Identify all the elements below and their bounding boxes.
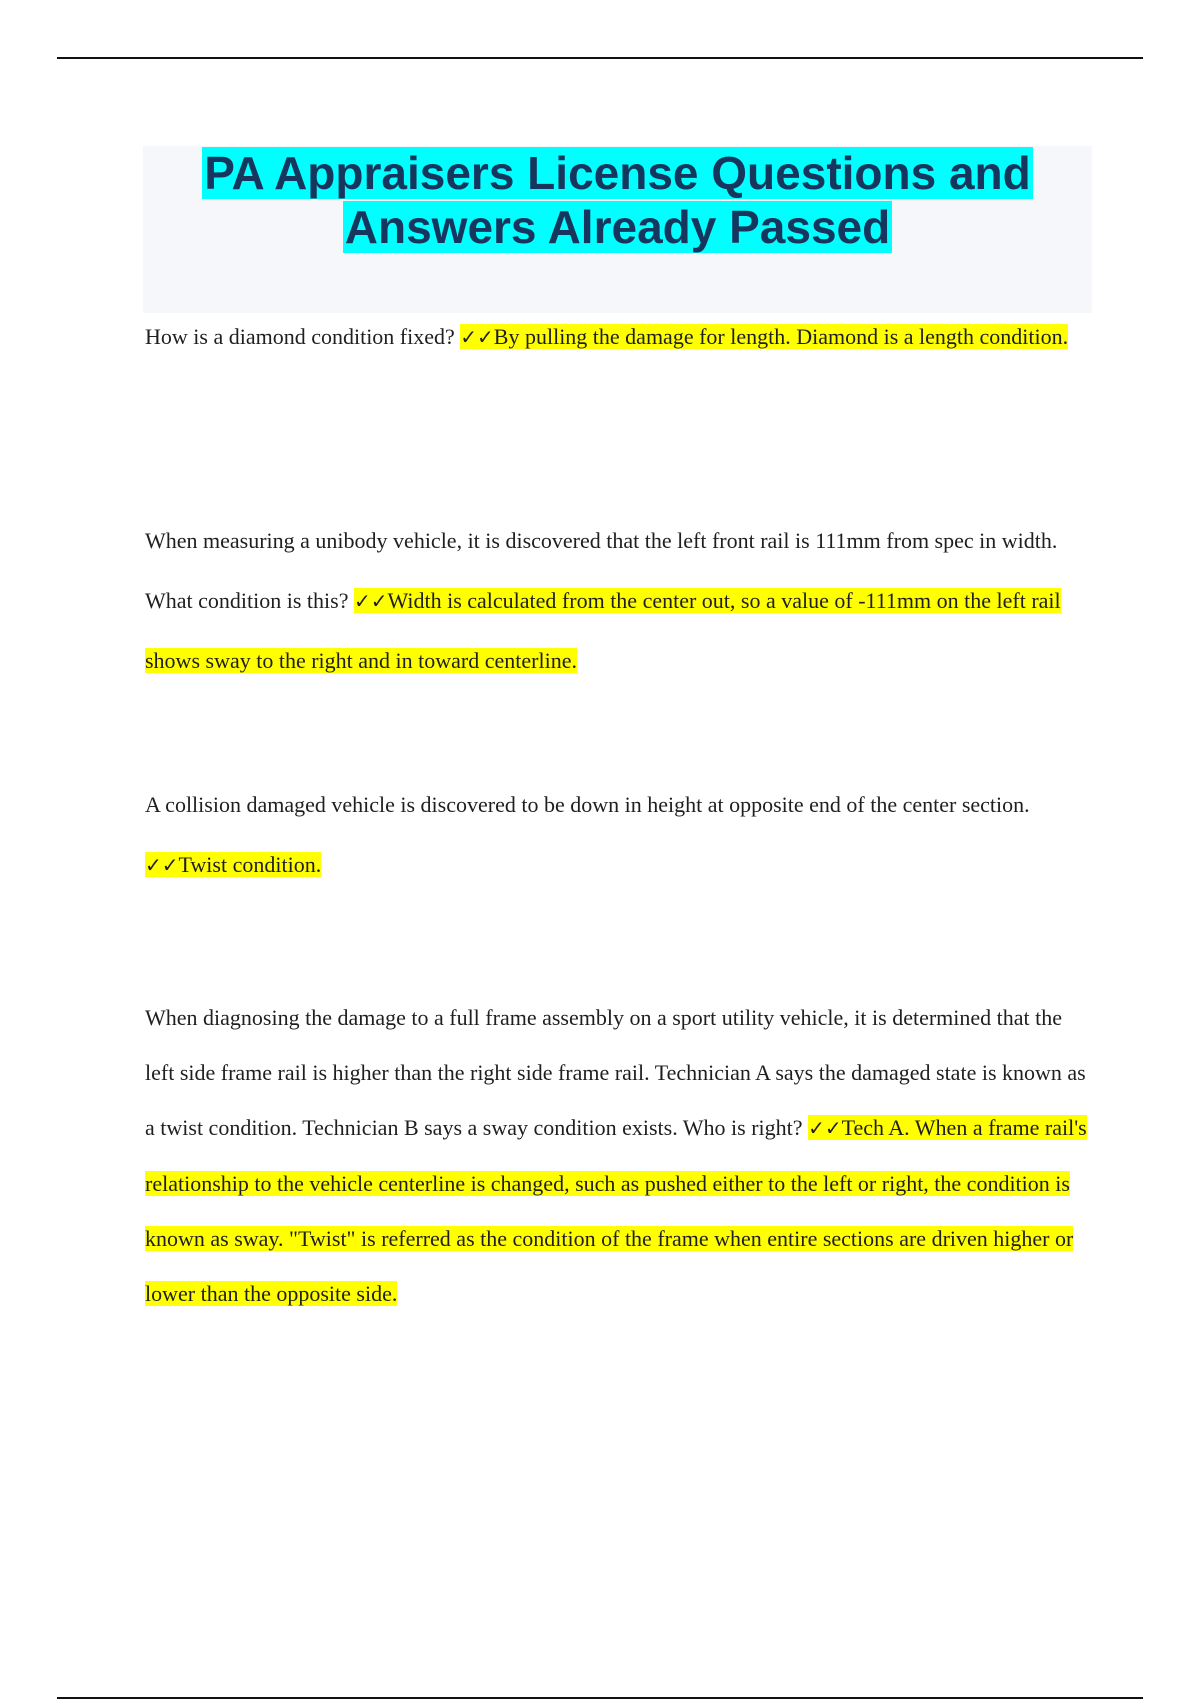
check-icon: ✓✓ [460, 325, 494, 349]
qa-item [145, 307, 1095, 367]
top-rule [57, 57, 1143, 59]
answer-text: Width is calculated from the center out, so a value of -111mm on the left rail shows sway to the right and in toward centerline. [145, 588, 1061, 673]
title-line-2: Answers Already Passed [344, 201, 891, 253]
question-text: How is a diamond condition fixed? [145, 324, 461, 349]
qa-item [145, 775, 1095, 895]
answer-highlight [145, 852, 321, 877]
question-text: A collision damaged vehicle is discovered to be down in height at opposite end of the center section. [145, 792, 1030, 817]
answer-text: Tech A. When a frame rail's relationship to the vehicle centerline is changed, such as pushed either to the left or right, the condition is known as sway. "Twist" is referred as the condition of the frame when entire sections are driven higher or lower than the opposite side. [145, 1115, 1087, 1306]
check-icon: ✓✓ [353, 589, 388, 613]
qa-item [145, 990, 1095, 1321]
check-icon: ✓✓ [145, 853, 179, 877]
page-title [143, 146, 1092, 254]
answer-highlight [145, 1115, 1087, 1306]
question-text: When diagnosing the damage to a full frame assembly on a sport utility vehicle, it is determined that the left side frame rail is higher than the right side frame rail. Technician A says the damaged state is known as a twist condition. Technician B says a sway condition exists. Who is right? [145, 1005, 1086, 1140]
answer-highlight [460, 324, 1068, 349]
check-icon: ✓✓ [808, 1116, 842, 1140]
question-text: When measuring a unibody vehicle, it is discovered that the left front rail is 111mm from spec in width. What condition is this? [145, 528, 1058, 613]
qa-item [145, 511, 1095, 691]
title-block [143, 146, 1092, 313]
answer-text: Twist condition. [178, 852, 322, 877]
bottom-rule [57, 1697, 1143, 1699]
title-line-1: PA Appraisers License Questions and [204, 147, 1031, 199]
answer-text: By pulling the damage for length. Diamond is a length condition. [493, 324, 1069, 349]
